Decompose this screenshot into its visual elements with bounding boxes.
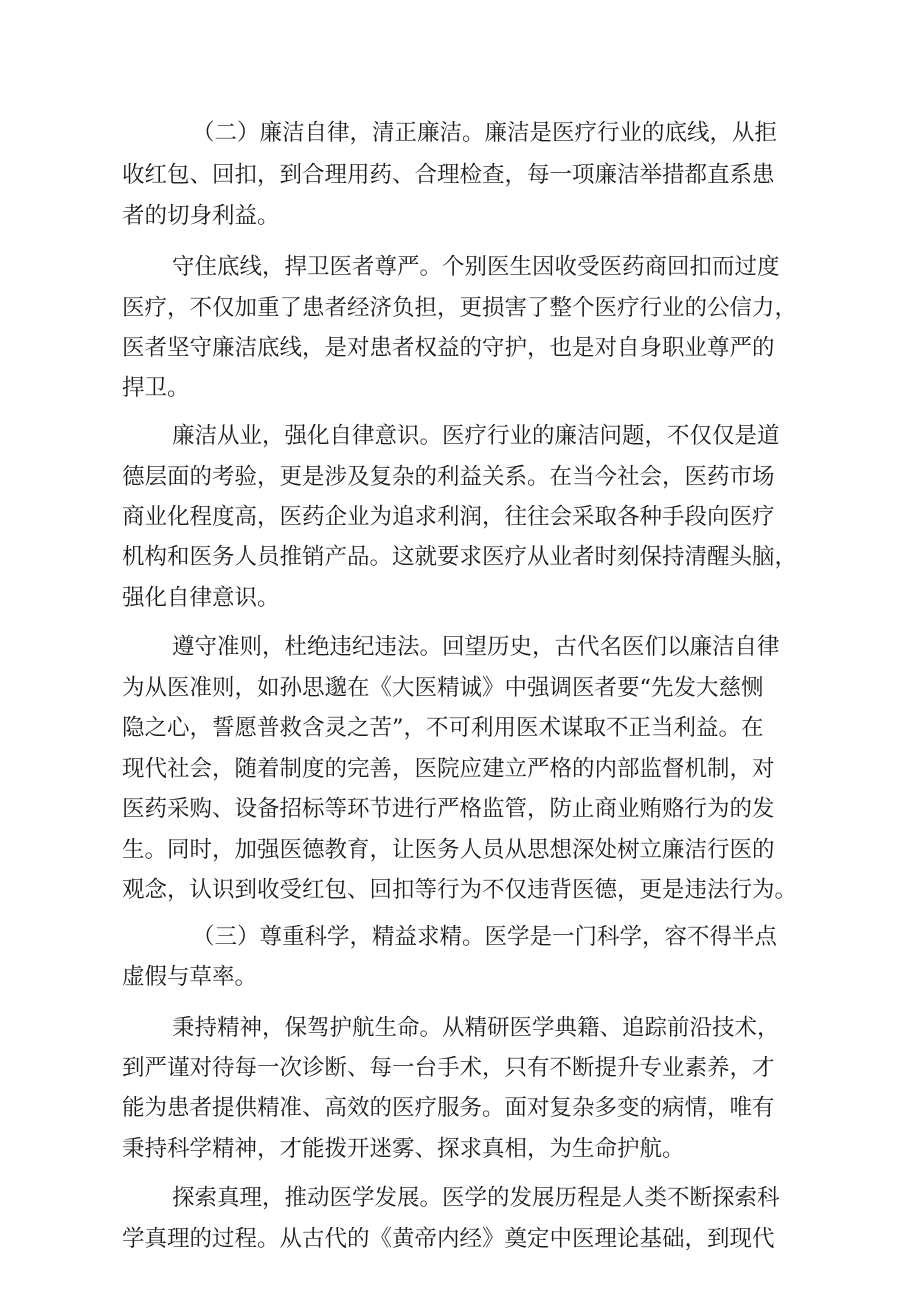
text-line: 守住底线，捍卫医者尊严。个别医生因收受医药商回扣而过度 — [172, 254, 780, 280]
text-line: 生。同时，加强医德教育，让医务人员从思想深处树立廉洁行医的 — [122, 837, 775, 863]
text-line: 到严谨对待每一次诊断、每一台手术，只有不断提升专业素养，才 — [122, 1055, 775, 1081]
text-line: 遵守准则，杜绝违纪违法。回望历史，古代名医们以廉洁自律 — [172, 634, 780, 660]
text-line: 商业化程度高，医药企业为追求利润，往往会采取各种手段向医疗 — [122, 504, 775, 530]
text-line: 德层面的考验，更是涉及复杂的利益关系。在当今社会，医药市场 — [122, 464, 775, 490]
text-line: 捍卫。 — [122, 375, 190, 401]
text-line: 为从医准则，如孙思邈在《大医精诚》中强调医者要“先发大慈恻 — [122, 675, 764, 701]
text-line: 学真理的过程。从古代的《黄帝内经》奠定中医理论基础，到现代 — [122, 1226, 775, 1252]
text-line: 探索真理，推动医学发展。医学的发展历程是人类不断探索科 — [172, 1185, 780, 1211]
text-line: 隐之心，誓愿普救含灵之苦”，不可利用医术谋取不正当利益。在 — [122, 715, 764, 741]
text-line: 医药采购、设备招标等环节进行严格监管，防止商业贿赂行为的发 — [122, 796, 775, 822]
text-line: 医者坚守廉洁底线，是对患者权益的守护，也是对自身职业尊严的 — [122, 335, 775, 361]
text-line: 虚假与草率。 — [122, 964, 258, 990]
text-line: 现代社会，随着制度的完善，医院应建立严格的内部监督机制，对 — [122, 756, 775, 782]
text-line: 能为患者提供精准、高效的医疗服务。面对复杂多变的病情，唯有 — [122, 1095, 775, 1121]
text-line: （三）尊重科学，精益求精。医学是一门科学，容不得半点 — [192, 924, 778, 950]
text-line: 廉洁从业，强化自律意识。医疗行业的廉洁问题，不仅仅是道 — [172, 423, 780, 449]
text-line: 者的切身利益。 — [122, 203, 280, 229]
text-line: 收红包、回扣，到合理用药、合理检查，每一项廉洁举措都直系患 — [122, 162, 775, 188]
text-line: 医疗，不仅加重了患者经济负担，更损害了整个医疗行业的公信力， — [122, 295, 798, 321]
text-line: 秉持精神，保驾护航生命。从精研医学典籍、追踪前沿技术， — [172, 1015, 780, 1041]
text-line: 强化自律意识。 — [122, 585, 280, 611]
text-line: 秉持科学精神，才能拨开迷雾、探求真相，为生命护航。 — [122, 1136, 685, 1162]
text-line: （二）廉洁自律，清正廉洁。廉洁是医疗行业的底线，从拒 — [192, 120, 778, 146]
text-line: 观念，认识到收受红包、回扣等行为不仅违背医德，更是违法行为。 — [122, 877, 798, 903]
text-line: 机构和医务人员推销产品。这就要求医疗从业者时刻保持清醒头脑， — [122, 544, 798, 570]
